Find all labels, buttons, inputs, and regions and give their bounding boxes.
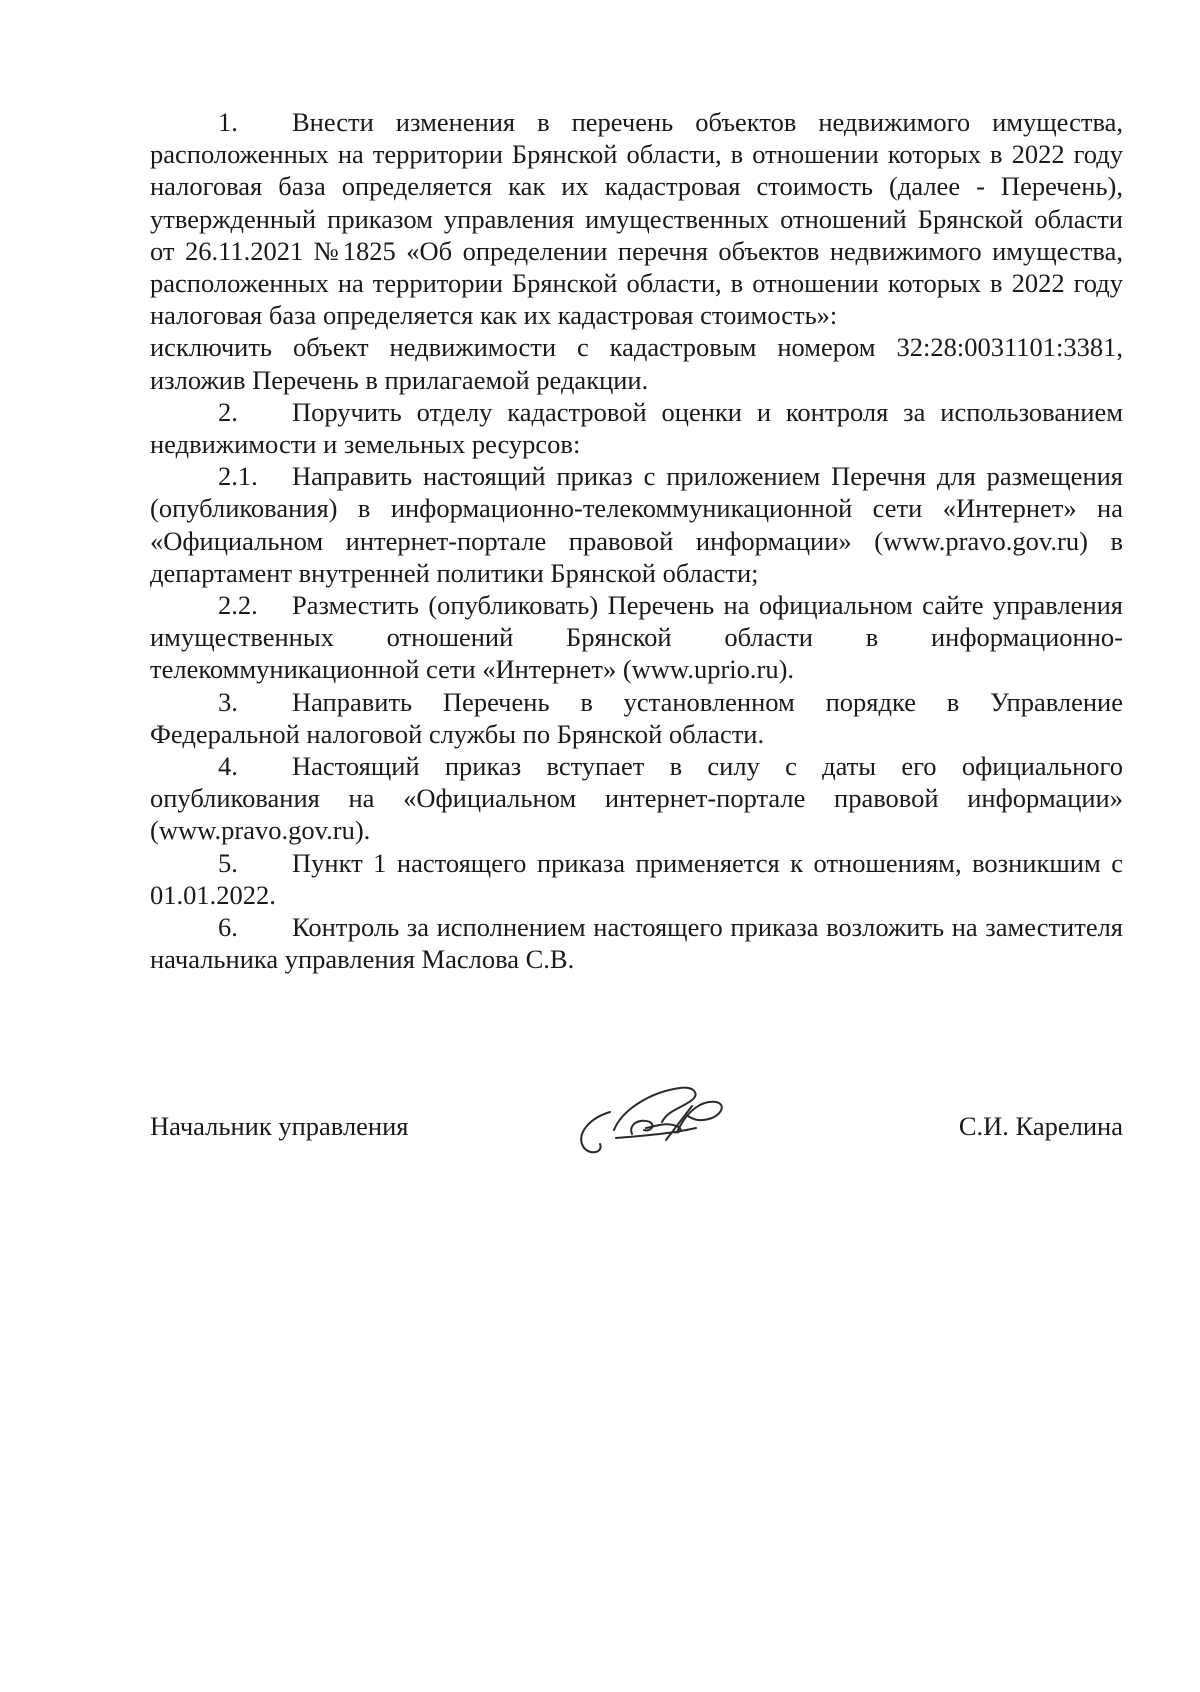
item-3: [150, 686, 1123, 750]
item-2-2: [150, 589, 1123, 686]
item-number: 2.: [218, 396, 238, 427]
item-text: Разместить (опубликовать) Перечень на официальном сайте управления имущественных отношений Брянской области в информационно-телекоммуникационной сети «Интернет» (www.uprio.ru).: [150, 590, 1123, 685]
signatory-position: Начальник управления: [150, 1111, 409, 1141]
item-2-1: [150, 460, 1123, 589]
item-1-continuation: [150, 331, 1123, 395]
document-body: [150, 106, 1123, 975]
item-text: Пункт 1 настоящего приказа применяется к отношениям, возникшим с 01.01.2022.: [150, 847, 1123, 910]
item-number: 4.: [218, 751, 238, 782]
item-text: Направить Перечень в установленном порядке в Управление Федеральной налоговой службы по Брянской области.: [150, 686, 1123, 749]
item-6: [150, 911, 1123, 975]
item-number: 2.1.: [218, 461, 258, 492]
item-text: исключить объект недвижимости с кадастровым номером 32:28:0031101:3381, изложив Перечень в прилагаемой редакции.: [150, 332, 1123, 395]
item-number: 5.: [218, 847, 238, 878]
item-text: Контроль за исполнением настоящего приказа возложить на заместителя начальника управления Маслова С.В.: [150, 912, 1123, 975]
signature-block: [150, 1105, 1123, 1195]
item-text: Настоящий приказ вступает в силу с даты его официального опубликования на «Официальном интернет-портале правовой информации» (www.pravo.gov.ru).: [150, 751, 1123, 846]
item-text: Внести изменения в перечень объектов недвижимого имущества, расположенных на территории Брянской области, в отношении которых в 2022 году налоговая база определяется как их кадастровая стоимость (далее - Перечень), утвержденный приказом управления имущественных отношений Брянской области от 26.11.2021 №1825 «Об определении перечня объектов недвижимого имущества, расположенных на территории Брянской области, в отношении которых в 2022 году налоговая база определяется как их кадастровая стоимость»:: [150, 107, 1123, 331]
item-text: Поручить отделу кадастровой оценки и контроля за использованием недвижимости и земельных ресурсов:: [150, 396, 1123, 460]
item-1: [150, 106, 1123, 331]
handwritten-signature-icon: [570, 1070, 740, 1180]
item-5: [150, 847, 1123, 911]
item-number: 6.: [218, 912, 238, 943]
item-number: 1.: [218, 107, 238, 137]
item-number: 2.2.: [218, 590, 258, 621]
item-text: Направить настоящий приказ с приложением Перечня для размещения (опубликования) в информационно-телекоммуникационной сети «Интернет» на «Официальном интернет-портале правовой информации» (www.pravo.gov.ru) в департамент внутренней политики Брянской области;: [150, 461, 1123, 588]
item-2: [150, 396, 1123, 460]
signatory-name: С.И. Карелина: [958, 1111, 1123, 1141]
item-number: 3.: [218, 686, 238, 717]
item-4: [150, 750, 1123, 847]
